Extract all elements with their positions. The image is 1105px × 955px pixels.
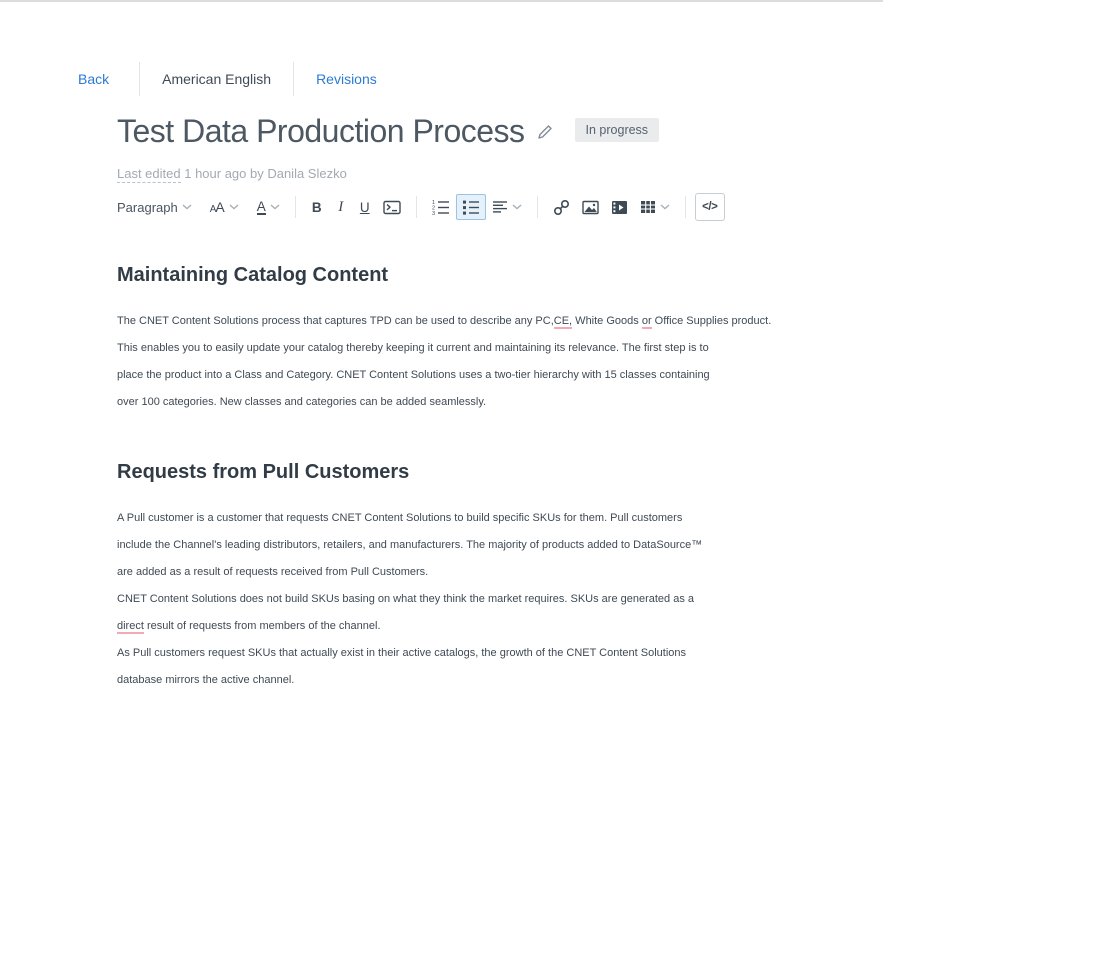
last-edited-info xyxy=(117,166,347,181)
paragraph-line xyxy=(117,342,717,354)
text-segment: This enables you to easily update your catalog thereby keeping it current and maintaining its relevance. The first step is to xyxy=(117,342,709,354)
insert-image-button[interactable] xyxy=(576,194,605,220)
text-segment: result of requests from members of the channel. xyxy=(143,620,381,632)
paragraph-line xyxy=(117,674,717,686)
section-heading: Maintaining Catalog Content xyxy=(117,264,389,286)
underline-button[interactable]: U xyxy=(359,199,370,215)
chevron-down-icon xyxy=(512,204,522,210)
toolbar-divider xyxy=(537,196,538,218)
pencil-icon xyxy=(537,124,553,140)
svg-text:1: 1 xyxy=(431,200,435,206)
misspelled-text: CE, xyxy=(553,315,573,327)
link-icon xyxy=(553,199,570,216)
paragraph-line xyxy=(117,539,717,551)
last-edited-tooltip-text: Last edited xyxy=(117,166,181,181)
insert-video-button[interactable] xyxy=(605,194,634,220)
table-icon xyxy=(640,200,656,214)
last-edited-rest: 1 hour ago by Danila Slezko xyxy=(180,166,347,181)
insert-link-button[interactable] xyxy=(547,194,576,220)
numbered-list-button[interactable] xyxy=(426,194,456,220)
terminal-insert-button[interactable] xyxy=(377,194,407,220)
paragraph-style-dropdown[interactable] xyxy=(111,194,198,220)
font-size-dropdown[interactable] xyxy=(204,194,245,220)
editor-canvas[interactable] xyxy=(117,262,772,701)
bold-button[interactable]: B xyxy=(311,199,322,215)
edit-title-button[interactable] xyxy=(537,124,553,145)
text-align-dropdown[interactable] xyxy=(486,194,528,220)
misspelled-text: or xyxy=(641,315,652,327)
text-segment: CNET Content Solutions does not build SKUs basing on what they think the market requires. SKUs are generated as a xyxy=(117,593,695,605)
font-size-icon: AA xyxy=(209,199,225,215)
text-segment: include the Channel's leading distributors, retailers, and manufacturers. The majority of products added to DataSource™ xyxy=(117,539,703,551)
terminal-icon xyxy=(383,200,401,215)
paragraph-line xyxy=(117,647,717,659)
text-color-dropdown[interactable] xyxy=(251,194,286,220)
toolbar-divider xyxy=(685,196,686,218)
chevron-down-icon xyxy=(229,204,239,210)
document-title-row xyxy=(117,110,659,152)
italic-button[interactable]: I xyxy=(338,198,344,215)
image-icon xyxy=(582,200,599,215)
text-segment: As Pull customers request SKUs that actually exist in their active catalogs, the growth of the CNET Content Solutions xyxy=(117,647,687,659)
chevron-down-icon xyxy=(182,204,192,210)
paragraph-line xyxy=(117,566,717,578)
numbered-list-icon xyxy=(432,199,450,215)
back-link[interactable]: Back xyxy=(78,71,110,87)
text-segment: The CNET Content Solutions process that captures TPD can be used to describe any PC, xyxy=(117,315,554,327)
text-segment: place the product into a Class and Category. CNET Content Solutions uses a two-tier hierarchy with 15 classes containing xyxy=(117,369,710,381)
chevron-down-icon xyxy=(660,204,670,210)
text-color-icon: A xyxy=(256,198,266,214)
video-icon xyxy=(611,200,628,215)
nav-divider xyxy=(293,62,294,96)
text-segment: are added as a result of requests received from Pull Customers. xyxy=(117,566,429,578)
paragraph-style-label: Paragraph xyxy=(117,199,178,215)
svg-text:3: 3 xyxy=(431,211,435,215)
svg-text:2: 2 xyxy=(431,205,435,212)
text-segment: database mirrors the active channel. xyxy=(117,674,295,686)
paragraph-line xyxy=(117,369,717,381)
chevron-down-icon xyxy=(270,204,280,210)
status-badge: In progress xyxy=(575,118,660,142)
bullet-list-icon xyxy=(462,199,480,215)
editor-toolbar xyxy=(111,191,725,223)
misspelled-text: direct xyxy=(117,620,144,632)
align-left-icon xyxy=(492,200,508,214)
bullet-list-button[interactable] xyxy=(456,194,486,220)
section-heading: Requests from Pull Customers xyxy=(117,461,410,483)
page-title: Test Data Production Process xyxy=(117,113,525,149)
text-segment: Office Supplies product. xyxy=(651,315,772,327)
toolbar-divider xyxy=(416,196,417,218)
pane-top-border xyxy=(0,0,883,2)
text-segment: over 100 categories. New classes and categories can be added seamlessly. xyxy=(117,396,487,408)
paragraph-line xyxy=(117,315,772,327)
revisions-link[interactable]: Revisions xyxy=(316,71,377,87)
paragraph-line xyxy=(117,593,717,605)
insert-table-dropdown[interactable] xyxy=(634,194,676,220)
paragraph-line xyxy=(117,512,717,524)
nav-divider xyxy=(139,62,140,96)
breadcrumb-nav xyxy=(70,62,377,96)
toolbar-divider xyxy=(295,196,296,218)
paragraph-line xyxy=(117,396,717,408)
text-segment: A Pull customer is a customer that requests CNET Content Solutions to build specific SKUs for them. Pull customers xyxy=(117,512,683,524)
source-code-button[interactable]: </> xyxy=(695,193,725,221)
tab-language-american-english[interactable]: American English xyxy=(162,71,272,87)
paragraph-line xyxy=(117,620,717,632)
text-segment: White Goods xyxy=(572,315,642,327)
